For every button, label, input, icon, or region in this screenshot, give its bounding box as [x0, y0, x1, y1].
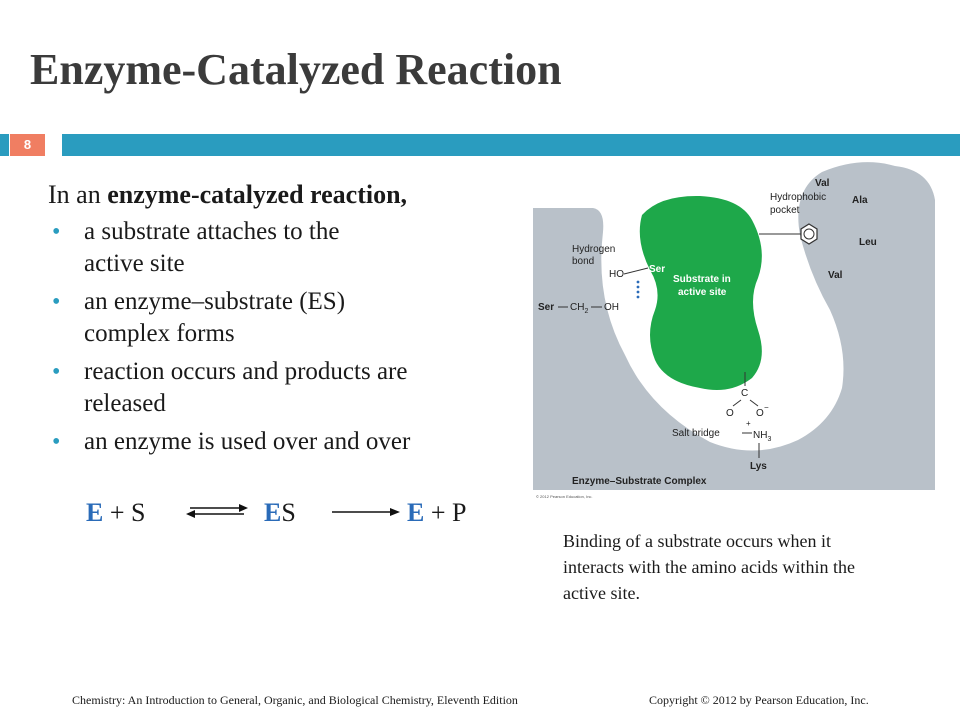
label-complex: Enzyme–Substrate Complex: [572, 476, 707, 487]
figure-copyright: © 2012 Pearson Education, Inc.: [536, 494, 593, 499]
label-lys: Lys: [750, 461, 767, 472]
label-salt-bridge: Salt bridge: [672, 428, 720, 439]
label-ser-inside: Ser: [649, 264, 666, 275]
bullet-item: [48, 356, 518, 420]
equilibrium-arrow-icon: [184, 503, 250, 519]
label-o-charge: −: [764, 403, 769, 412]
equation-complex-substrate: S: [281, 498, 296, 527]
footer-copyright: Copyright © 2012 by Pearson Education, Inc.: [649, 693, 869, 707]
page-number: 8: [10, 134, 45, 156]
equation-reactant-rest: + S: [103, 498, 146, 527]
label-ho: HO: [609, 269, 624, 280]
label-hydrophobic: Hydrophobic: [770, 192, 827, 203]
intro-text: [48, 180, 407, 210]
caption-line: active site.: [563, 583, 640, 603]
label-bond: bond: [572, 256, 595, 267]
equation-reactants: [86, 498, 145, 528]
equation-products: [407, 498, 466, 528]
bullet-icon: •: [52, 429, 61, 455]
label-nh: NH: [753, 430, 768, 441]
bullet-icon: •: [52, 289, 61, 315]
label-substrate-in: Substrate in: [673, 274, 731, 285]
equation-complex: [264, 498, 296, 528]
benzene-ring-icon: [801, 224, 817, 244]
bullet-line: active site: [84, 250, 185, 277]
label-leu: Leu: [859, 237, 877, 248]
label-pocket: pocket: [770, 205, 800, 216]
bullet-line: complex forms: [84, 320, 235, 347]
intro-bold: enzyme-catalyzed reaction,: [107, 180, 408, 209]
bullet-line: released: [84, 390, 166, 417]
header-band: [62, 134, 960, 156]
equation-product-enzyme: E: [407, 498, 425, 527]
label-plus: +: [746, 419, 751, 428]
label-nh3-subscript: 3: [767, 436, 772, 443]
bullet-list: [48, 216, 518, 464]
label-val-mid: Val: [828, 270, 843, 281]
label-c: C: [741, 388, 749, 399]
bullet-item: [48, 426, 518, 458]
figure-caption: [563, 528, 923, 606]
intro-prefix: In an: [48, 180, 108, 209]
label-active-site: active site: [678, 287, 727, 298]
label-val-top: Val: [815, 178, 830, 189]
label-o2: O: [756, 408, 764, 419]
caption-line: Binding of a substrate occurs when it: [563, 531, 831, 551]
label-hydrogen: Hydrogen: [572, 244, 616, 255]
label-o1: O: [726, 408, 734, 419]
bullet-line: an enzyme–substrate (ES): [84, 288, 346, 315]
enzyme-substrate-diagram: [530, 160, 940, 505]
bullet-icon: •: [52, 359, 61, 385]
forward-arrow-icon: [330, 506, 402, 518]
slide-title: Enzyme-Catalyzed Reaction: [30, 45, 562, 94]
bullet-icon: •: [52, 219, 61, 245]
label-ala: Ala: [852, 195, 868, 206]
label-ch: CH: [570, 302, 585, 313]
caption-line: interacts with the amino acids within the: [563, 557, 855, 577]
bullet-line: a substrate attaches to the: [84, 218, 340, 245]
label-ser-left: Ser: [538, 302, 555, 313]
bullet-item: [48, 286, 518, 350]
label-oh: OH: [604, 302, 619, 313]
label-ch2-subscript: 2: [584, 308, 589, 315]
equation-complex-enzyme: E: [264, 498, 282, 527]
hydrogen-bond-dots-icon: [637, 281, 640, 299]
bullet-item: [48, 216, 518, 280]
label-nh3: [753, 430, 771, 443]
bullet-line: reaction occurs and products are: [84, 358, 408, 385]
equation-product-rest: + P: [424, 498, 467, 527]
equation-enzyme: E: [86, 498, 104, 527]
bullet-line: an enzyme is used over and over: [84, 428, 411, 455]
footer-book-title: Chemistry: An Introduction to General, Organic, and Biological Chemistry, Eleventh Edition: [72, 693, 518, 707]
